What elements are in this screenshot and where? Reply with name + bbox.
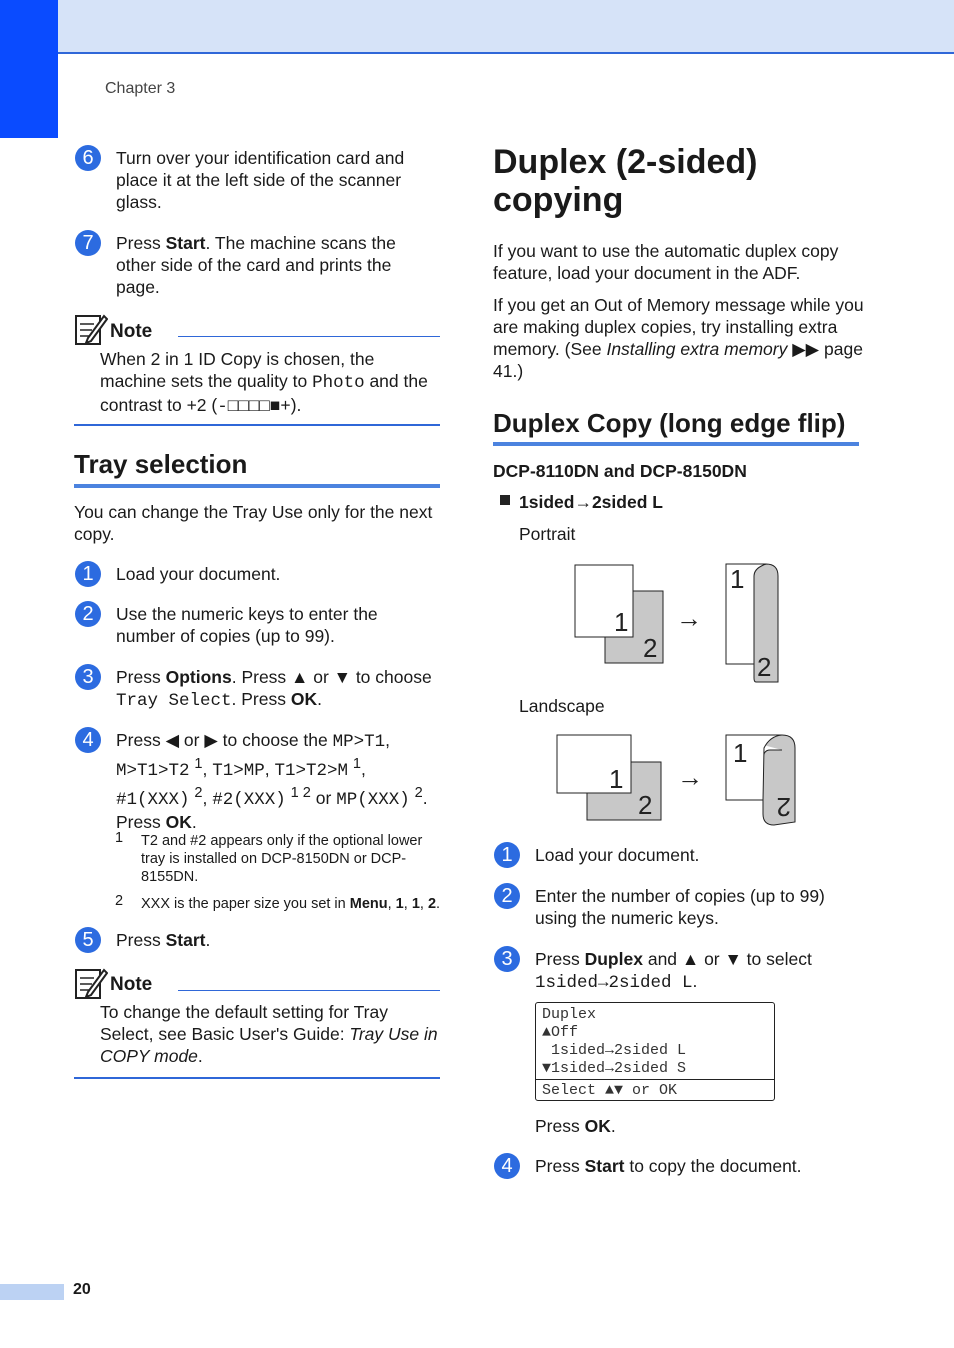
step-text: Press Start. [116, 930, 211, 950]
portrait-label: Portrait [519, 524, 576, 544]
step-text: Press Duplex and ▲ or ▼ to select 1sided→2sided L. [535, 949, 812, 993]
landscape-label: Landscape [519, 696, 605, 716]
lcd-status-line: Select ▲▼ or OK [542, 1082, 678, 1099]
step-text: Load your document. [535, 845, 700, 865]
lcd-display [535, 1002, 775, 1101]
step-number: 2 [494, 883, 520, 909]
lcd-line: 1sided→2sided L [542, 1042, 687, 1059]
step-text: Press Start. The machine scans the other side of the card and prints the page. [116, 233, 396, 297]
bullet-label: 1sided→2sided L [519, 492, 663, 512]
step-text: Press ◀ or ▶ to choose the MP>T1, M>T1>T2 $^1$, T1>MP, T1>T2>M $^1$, #1(XXX) $^2$, #2(XXX) $^{1 2}$ or MP(XXX) $^2$. Press OK. [116, 730, 428, 832]
landscape-duplex-figure [552, 730, 812, 830]
step-number: 3 [494, 946, 520, 972]
paragraph: If you get an Out of Memory message while you are making duplex copies, try installing extra memory. (See Installing extra memory ▶▶ page 41.) [493, 295, 864, 381]
page-title: Duplex (2-sided) copying [493, 143, 758, 219]
page-two-label: 2 [776, 792, 791, 822]
section-heading: Duplex Copy (long edge flip) [493, 408, 846, 438]
heading-rule [74, 484, 440, 488]
step-number: 5 [75, 927, 101, 953]
note-end-rule [74, 1077, 440, 1079]
page-one-label: 1 [609, 764, 624, 794]
chapter-tab [0, 0, 58, 138]
step-number: 6 [75, 145, 101, 171]
note-pencil-icon [74, 966, 108, 1000]
note-body: To change the default setting for Tray Select, see Basic User's Guide: Tray Use in COPY mode. [100, 1002, 438, 1066]
lcd-line: Duplex [542, 1006, 597, 1023]
note-pencil-icon [74, 312, 108, 346]
note-body: When 2 in 1 ID Copy is chosen, the machine sets the quality to Photo and the contrast to +2 (-□□□□■+). [100, 349, 428, 417]
footnote-1: T2 and #2 appears only if the optional lower tray is installed on DCP-8150DN or DCP-8155DN. [141, 833, 423, 885]
page-two-label: 2 [638, 790, 653, 820]
arrow-label: → [676, 603, 702, 633]
step-number: 1 [494, 842, 520, 868]
lcd-divider [536, 1079, 774, 1080]
heading-rule [493, 442, 859, 446]
step-number: 1 [75, 561, 101, 587]
page-one-label: 1 [733, 738, 748, 768]
step-text: Load your document. [116, 564, 281, 584]
step-number: 4 [494, 1153, 520, 1179]
lcd-line: ▼1sided→2sided S [542, 1060, 687, 1077]
step-number: 4 [75, 727, 101, 753]
step-text: Press Start to copy the document. [535, 1156, 802, 1176]
chapter-label: Chapter 3 [105, 80, 176, 97]
footnote-mark: 1 [115, 830, 124, 846]
header-band [58, 0, 954, 54]
step-text: Press Options. Press ▲ or ▼ to choose Tray Select. Press OK. [116, 667, 432, 711]
model-heading: DCP-8110DN and DCP-8150DN [493, 461, 747, 481]
note-rule [178, 990, 440, 991]
step-text: Enter the number of copies (up to 99) using the numeric keys. [535, 886, 825, 928]
page-number: 20 [73, 1281, 91, 1298]
arrow-label: → [677, 762, 703, 792]
step-text: Use the numeric keys to enter the number of copies (up to 99). [116, 604, 378, 646]
intro-text: You can change the Tray Use only for the next copy. [74, 502, 433, 544]
note-rule [178, 336, 440, 337]
square-bullet-icon [500, 495, 510, 505]
portrait-duplex-figure [570, 560, 810, 690]
page-two-label: 2 [757, 652, 772, 682]
press-ok: Press OK. [535, 1116, 616, 1136]
note-title: Note [110, 321, 153, 342]
footnote-mark: 2 [115, 893, 124, 909]
step-text: Turn over your identification card and place it at the left side of the scanner glass. [116, 148, 405, 212]
step-number: 7 [75, 230, 101, 256]
page-two-label: 2 [643, 633, 658, 663]
page-bar [0, 1284, 64, 1300]
page-one-label: 1 [614, 607, 629, 637]
paragraph: If you want to use the automatic duplex copy feature, load your document in the ADF. [493, 241, 839, 283]
footnote-2: XXX is the paper size you set in Menu, 1, 1, 2. [141, 896, 441, 912]
page-one-label: 1 [730, 564, 745, 594]
step-number: 2 [75, 601, 101, 627]
section-heading: Tray selection [74, 449, 248, 479]
lcd-line: ▲Off [542, 1024, 579, 1041]
note-end-rule [74, 424, 440, 426]
note-title: Note [110, 974, 153, 995]
step-number: 3 [75, 664, 101, 690]
